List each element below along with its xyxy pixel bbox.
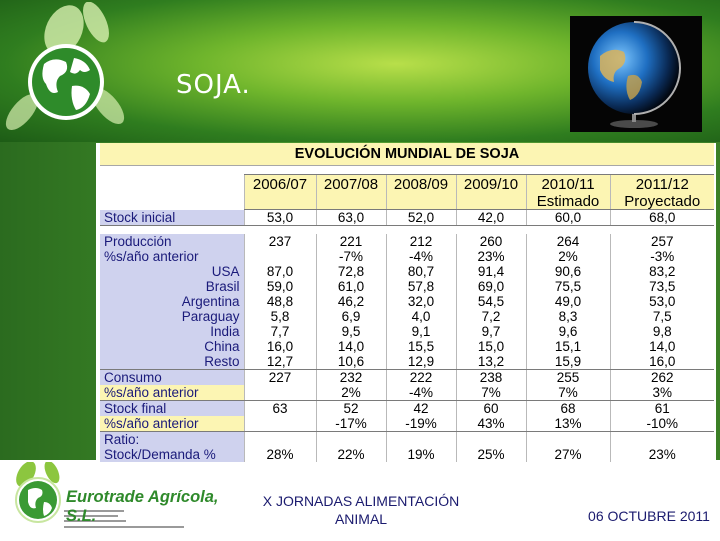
country-label: India xyxy=(100,324,244,339)
cell: 221 xyxy=(316,234,386,249)
country-label: Resto xyxy=(100,354,244,370)
row-label: Producción xyxy=(100,234,244,249)
cell: 80,7 xyxy=(386,264,456,279)
cell: 73,5 xyxy=(610,279,714,294)
globe-leaves-logo-icon xyxy=(4,2,128,134)
table-row xyxy=(100,447,714,462)
cell: 52,0 xyxy=(386,210,456,226)
globe-photo xyxy=(570,16,702,132)
cell: 14,0 xyxy=(316,339,386,354)
cell: 32,0 xyxy=(386,294,456,309)
cell: 60,0 xyxy=(526,210,610,226)
cell: 69,0 xyxy=(456,279,526,294)
cell: 61 xyxy=(610,401,714,417)
cell: 238 xyxy=(456,370,526,386)
table-row xyxy=(100,324,714,339)
cell xyxy=(244,385,316,401)
cell: 9,5 xyxy=(316,324,386,339)
cell: 3% xyxy=(610,385,714,401)
cell: -7% xyxy=(316,249,386,264)
year-header: 2010/11 xyxy=(526,175,610,194)
cell: 91,4 xyxy=(456,264,526,279)
footer-event: X JORNADAS ALIMENTACIÓN ANIMAL xyxy=(262,493,460,527)
row-label: Stock final xyxy=(100,401,244,417)
cell: 212 xyxy=(386,234,456,249)
company-logo xyxy=(6,462,250,536)
table-row xyxy=(100,385,714,401)
cell: 68,0 xyxy=(610,210,714,226)
year-header: 2009/10 xyxy=(456,175,526,194)
cell: 68 xyxy=(526,401,610,417)
cell: 12,7 xyxy=(244,354,316,370)
cell: 16,0 xyxy=(610,354,714,370)
table-row xyxy=(100,309,714,324)
cell: 7% xyxy=(526,385,610,401)
cell: 7,7 xyxy=(244,324,316,339)
cell: 7,2 xyxy=(456,309,526,324)
cell: -4% xyxy=(386,385,456,401)
cell: 222 xyxy=(386,370,456,386)
country-label: Paraguay xyxy=(100,309,244,324)
cell: 53,0 xyxy=(610,294,714,309)
cell: 54,5 xyxy=(456,294,526,309)
cell xyxy=(244,416,316,432)
table-row xyxy=(100,294,714,309)
cell: 27% xyxy=(526,447,610,462)
cell: 75,5 xyxy=(526,279,610,294)
cell: 87,0 xyxy=(244,264,316,279)
cell: -19% xyxy=(386,416,456,432)
country-label: China xyxy=(100,339,244,354)
cell: 12,9 xyxy=(386,354,456,370)
cell: 23% xyxy=(456,249,526,264)
cell: 72,8 xyxy=(316,264,386,279)
table-title: EVOLUCIÓN MUNDIAL DE SOJA xyxy=(100,143,714,166)
country-label: USA xyxy=(100,264,244,279)
cell: 14,0 xyxy=(610,339,714,354)
cell: 2% xyxy=(316,385,386,401)
company-name: Eurotrade Agrícola, S.L. xyxy=(66,488,219,525)
cell: 60 xyxy=(456,401,526,417)
cell: 42 xyxy=(386,401,456,417)
cell: 260 xyxy=(456,234,526,249)
cell: 227 xyxy=(244,370,316,386)
year-header: 2006/07 xyxy=(244,175,316,194)
cell: 13,2 xyxy=(456,354,526,370)
cell: 10,6 xyxy=(316,354,386,370)
cell: 13% xyxy=(526,416,610,432)
cell: -10% xyxy=(610,416,714,432)
row-label: Consumo xyxy=(100,370,244,386)
table-row xyxy=(100,264,714,279)
cell: 23% xyxy=(610,447,714,462)
cell: 15,9 xyxy=(526,354,610,370)
country-label: Brasil xyxy=(100,279,244,294)
cell: 9,6 xyxy=(526,324,610,339)
estimate-label: Estimado xyxy=(526,193,610,210)
cell: 7% xyxy=(456,385,526,401)
row-label: Stock inicial xyxy=(100,210,244,226)
cell: -3% xyxy=(610,249,714,264)
table-row xyxy=(100,234,714,249)
cell: 255 xyxy=(526,370,610,386)
table-row xyxy=(100,279,714,294)
cell: 22% xyxy=(316,447,386,462)
cell: 59,0 xyxy=(244,279,316,294)
row-label: %s/año anterior xyxy=(100,249,244,264)
cell: 257 xyxy=(610,234,714,249)
table-row xyxy=(100,416,714,432)
cell: 9,8 xyxy=(610,324,714,339)
cell: 63,0 xyxy=(316,210,386,226)
table-row xyxy=(100,370,714,386)
projection-label: Proyectado xyxy=(610,193,714,210)
cell: 28% xyxy=(244,447,316,462)
year-header: 2011/12 xyxy=(610,175,714,194)
cell: 9,7 xyxy=(456,324,526,339)
cell: 63 xyxy=(244,401,316,417)
cell: 4,0 xyxy=(386,309,456,324)
table-row xyxy=(100,354,714,370)
cell: 15,0 xyxy=(456,339,526,354)
cell: 48,8 xyxy=(244,294,316,309)
cell: 61,0 xyxy=(316,279,386,294)
data-table xyxy=(100,143,714,462)
cell: 19% xyxy=(386,447,456,462)
cell: 46,2 xyxy=(316,294,386,309)
cell: -4% xyxy=(386,249,456,264)
row-label: %s/año anterior xyxy=(100,416,244,432)
table-row xyxy=(100,432,714,448)
cell: 52 xyxy=(316,401,386,417)
cell: 2% xyxy=(526,249,610,264)
row-label: Stock/Demanda % xyxy=(100,447,244,462)
cell: 6,9 xyxy=(316,309,386,324)
cell: 16,0 xyxy=(244,339,316,354)
row-label: %s/año anterior xyxy=(100,385,244,401)
row-label: Ratio: xyxy=(100,432,244,448)
cell: 42,0 xyxy=(456,210,526,226)
cell: -17% xyxy=(316,416,386,432)
slide-title: SOJA. xyxy=(176,70,251,100)
year-header: 2007/08 xyxy=(316,175,386,194)
cell: 9,1 xyxy=(386,324,456,339)
cell: 49,0 xyxy=(526,294,610,309)
cell: 53,0 xyxy=(244,210,316,226)
cell: 264 xyxy=(526,234,610,249)
cell: 8,3 xyxy=(526,309,610,324)
table-row xyxy=(100,401,714,417)
cell: 5,8 xyxy=(244,309,316,324)
soy-evolution-table xyxy=(96,143,716,474)
cell: 43% xyxy=(456,416,526,432)
year-header: 2008/09 xyxy=(386,175,456,194)
cell: 83,2 xyxy=(610,264,714,279)
cell xyxy=(244,249,316,264)
cell: 15,5 xyxy=(386,339,456,354)
earth-globe-icon xyxy=(570,16,702,132)
footer-date: 06 OCTUBRE 2011 xyxy=(588,508,710,524)
table-row xyxy=(100,339,714,354)
country-label: Argentina xyxy=(100,294,244,309)
cell: 7,5 xyxy=(610,309,714,324)
cell: 232 xyxy=(316,370,386,386)
cell: 57,8 xyxy=(386,279,456,294)
cell: 262 xyxy=(610,370,714,386)
cell: 25% xyxy=(456,447,526,462)
table-row xyxy=(100,210,714,226)
cell: 237 xyxy=(244,234,316,249)
cell: 90,6 xyxy=(526,264,610,279)
table-row xyxy=(100,249,714,264)
cell: 15,1 xyxy=(526,339,610,354)
